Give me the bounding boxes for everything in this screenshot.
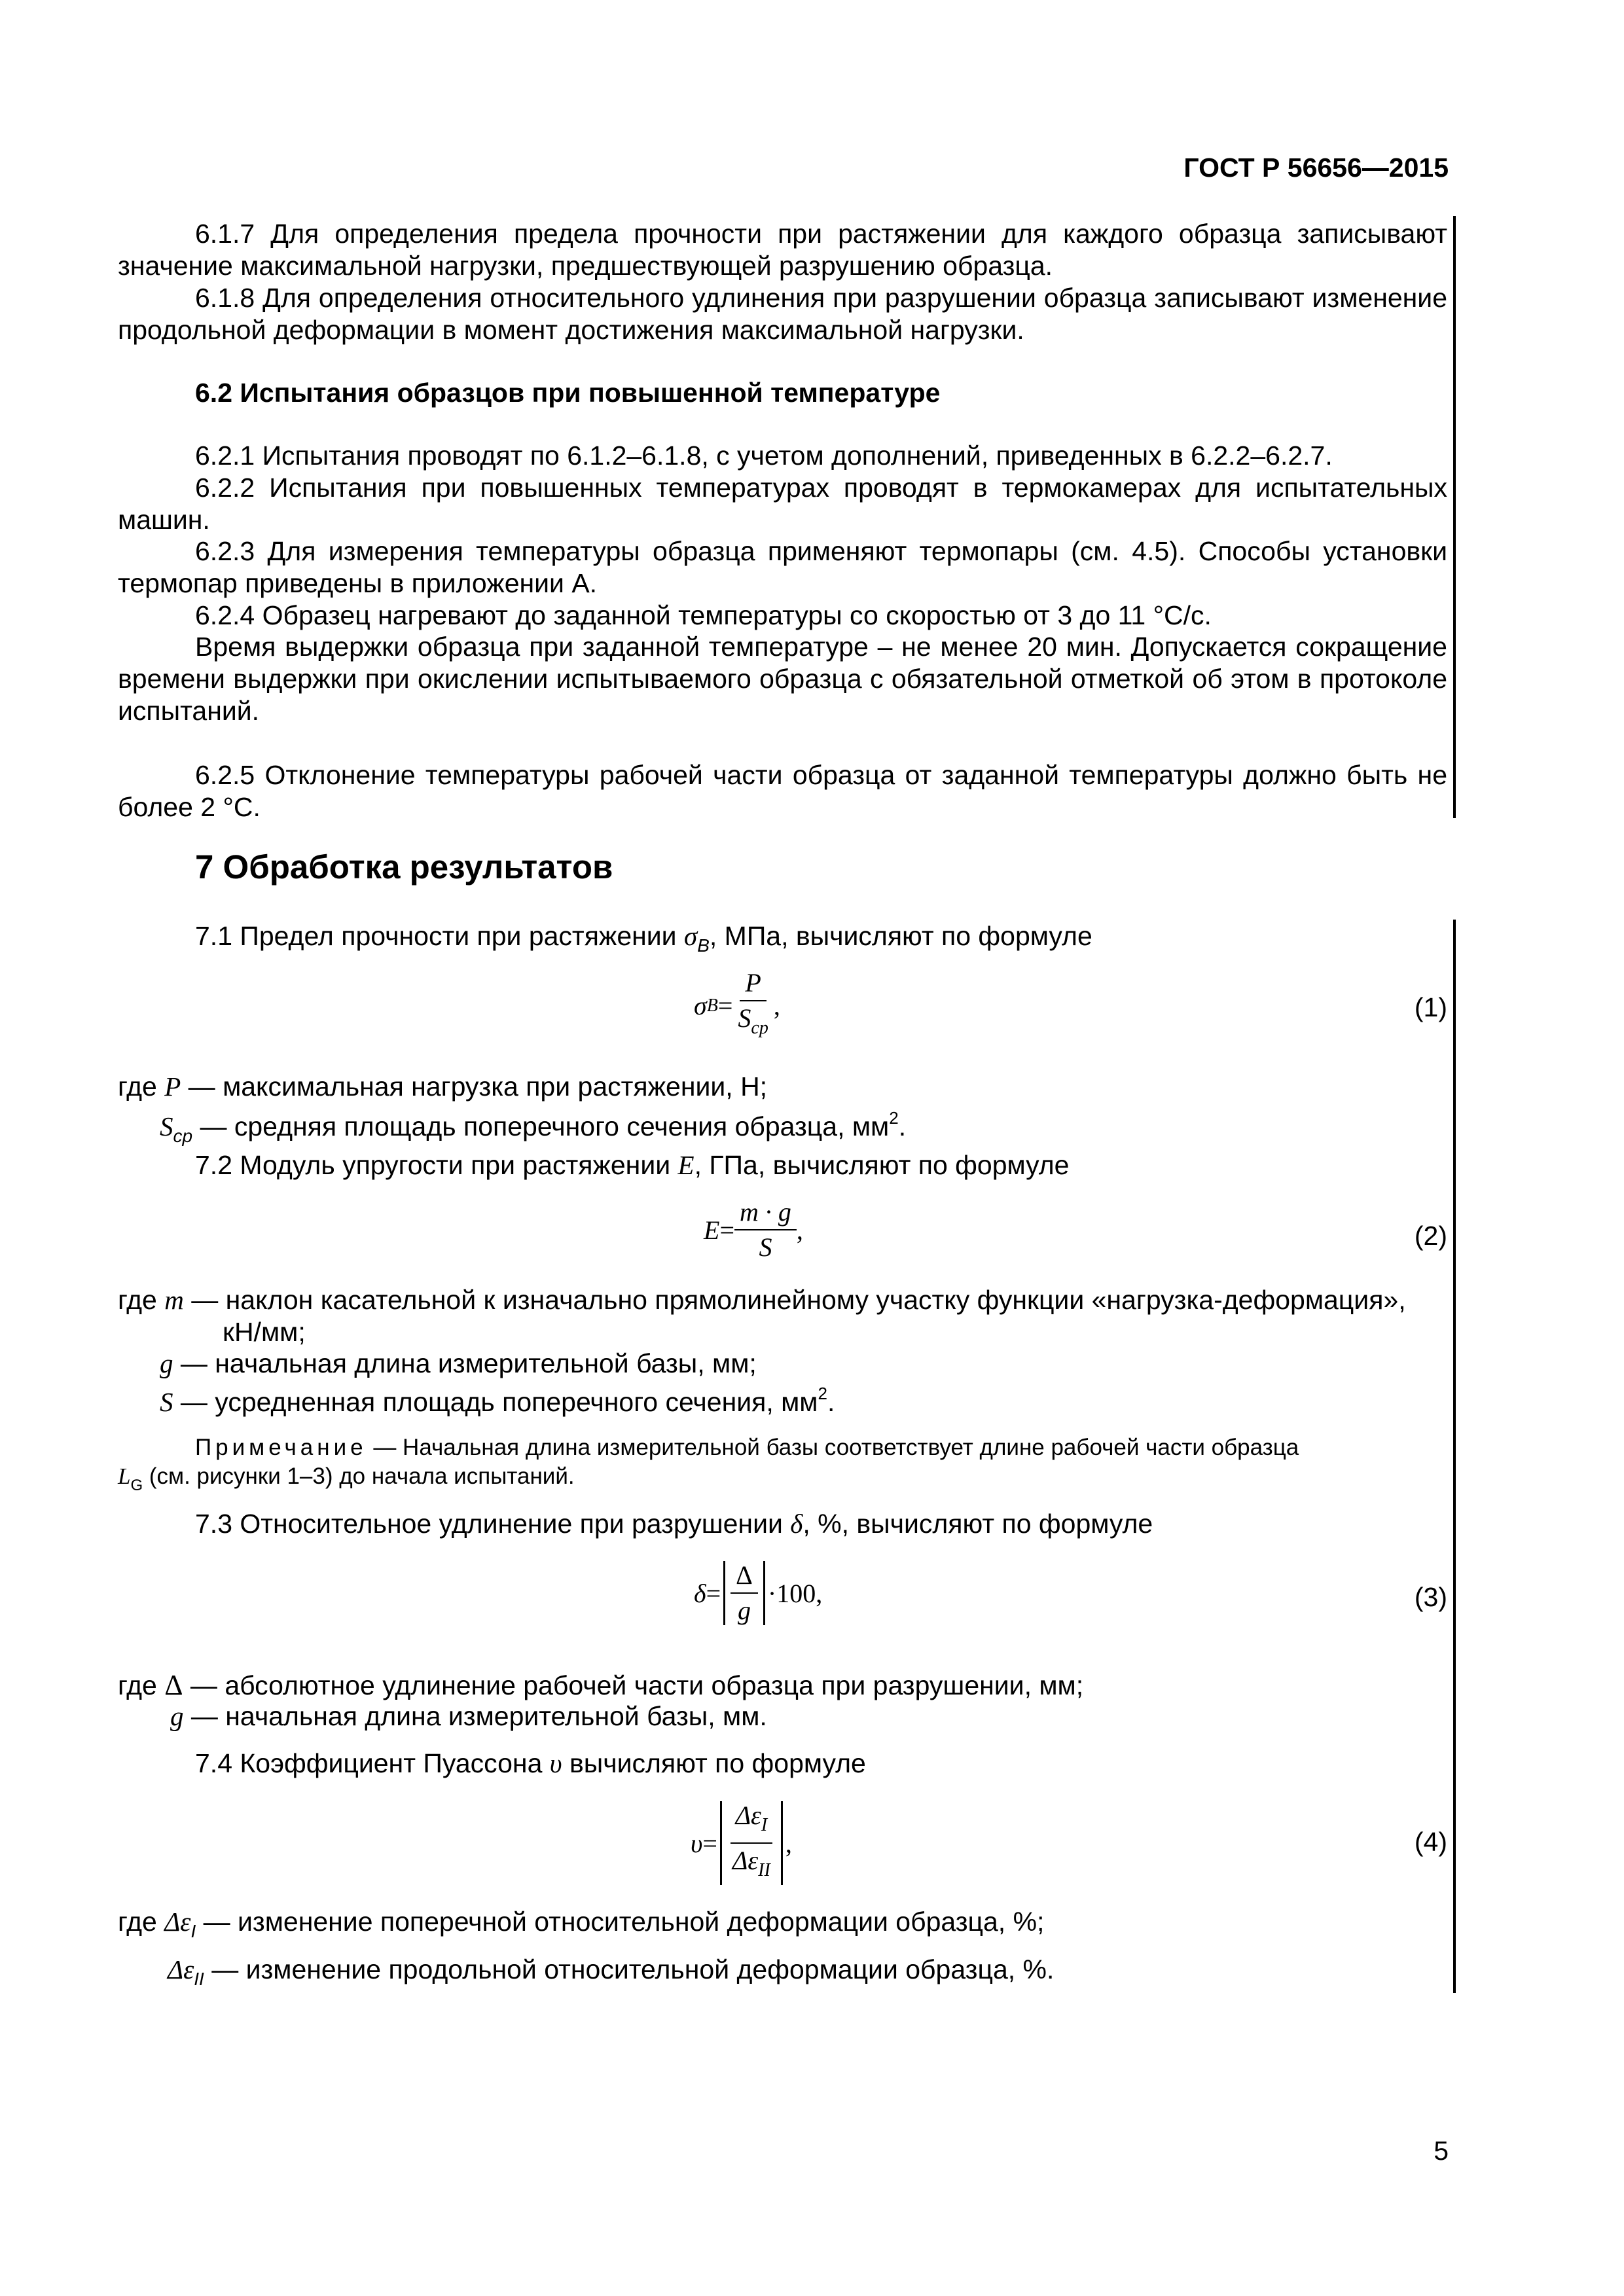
- change-bar-lower: [1453, 920, 1456, 1993]
- where-2-a: где m — наклон касательной к изначально прямолинейному участку функции «нагрузка-деформация»,: [118, 1285, 1406, 1315]
- paragraph-6-2-5: 6.2.5 Отклонение температуры рабочей части образца от заданной температуры должно быть не более 2 °С.: [118, 760, 1447, 822]
- formula-2: E = $\frac{m \cdot g}{S}$ ,: [704, 1197, 803, 1262]
- where-3-a: где Δ — абсолютное удлинение рабочей части образца при разрушении, мм;: [118, 1669, 1084, 1701]
- paragraph-6-2-4: 6.2.4 Образец нагревают до заданной температуры со скоростью от 3 до 11 °С/с.: [195, 600, 1212, 630]
- paragraph-6-1-7: 6.1.7 Для определения предела прочности при растяжении для каждого образца записывают значение максимальной нагрузки, предшествующей разрушению образца.: [118, 219, 1447, 281]
- where-1-a: где P — максимальная нагрузка при растяжении, Н;: [118, 1071, 768, 1102]
- paragraph-7-3: 7.3 Относительное удлинение при разрушении δ, %, вычисляют по формуле: [195, 1509, 1153, 1539]
- formula-2-number: (2): [1414, 1221, 1447, 1251]
- paragraph-6-1-8: 6.1.8 Для определения относительного удлинения при разрушении образца записывают изменение продольной деформации в момент достижения максимальной нагрузки.: [118, 283, 1447, 345]
- absolute-value-bars: $\frac{\Delta\varepsilon_I}{\Delta\varepsilon_{II}}$: [720, 1801, 783, 1885]
- formula-3: δ = $\frac{\Delta}{g}$ ·100 ,: [694, 1560, 823, 1625]
- where-3-b: g — начальная длина измерительной базы, мм.: [170, 1701, 767, 1731]
- document-code: ГОСТ Р 56656—2015: [1183, 152, 1449, 183]
- heading-6-2: 6.2 Испытания образцов при повышенной температуре: [195, 378, 941, 408]
- where-4-b: $\Delta\varepsilon_{II}$ — изменение продольной относительной деформации образца, %.: [168, 1954, 1055, 1989]
- paragraph-7-2: 7.2 Модуль упругости при растяжении E, ГПа, вычисляют по формуле: [195, 1150, 1070, 1180]
- formula-3-number: (3): [1414, 1582, 1447, 1612]
- formula-4: υ = $\frac{\Delta\varepsilon_I}{\Delta\varepsilon_{II}}$ ,: [691, 1801, 792, 1885]
- formula-1: σ B = $\frac{P}{S_{cp}}$ ,: [694, 968, 780, 1038]
- square-bracket: $\frac{\Delta}{g}$: [723, 1561, 765, 1625]
- paragraph-6-2-3: 6.2.3 Для измерения температуры образца применяют термопары (см. 4.5). Способы установки термопар приведены в приложении А.: [118, 536, 1447, 598]
- paragraph-6-2-4-hold: Время выдержки образца при заданной температуре – не менее 20 мин. Допускается сокращение времени выдержки при окислении испытываемого образца с обязательной отметкой об этом в протоколе испытаний.: [118, 632, 1447, 726]
- note-cont: $L_G$ (см. рисунки 1–3) до начала испытаний.: [118, 1463, 575, 1494]
- page-number: 5: [1434, 2136, 1449, 2166]
- paragraph-6-2-2: 6.2.2 Испытания при повышенных температурах проводят в термокамерах для испытательных машин.: [118, 473, 1447, 535]
- formula-4-number: (4): [1414, 1827, 1447, 1857]
- section-7-title: 7 Обработка результатов: [195, 848, 613, 886]
- note: Примечание — Начальная длина измерительной базы соответствует длине рабочей части образца: [195, 1435, 1299, 1460]
- paragraph-7-4: 7.4 Коэффициент Пуассона υ вычисляют по формуле: [195, 1748, 866, 1778]
- where-1-b: $S_{cp}$ — средняя площадь поперечного сечения образца, $мм^2$.: [160, 1108, 907, 1146]
- change-bar-upper: [1453, 216, 1456, 818]
- paragraph-7-1: 7.1 Предел прочности при растяжении $\sigma_B$, МПа, вычисляют по формуле: [195, 921, 1092, 956]
- paragraph-6-2-1: 6.2.1 Испытания проводят по 6.1.2–6.1.8, с учетом дополнений, приведенных в 6.2.2–6.2.7.: [195, 440, 1333, 471]
- formula-1-number: (1): [1414, 992, 1447, 1022]
- where-2-b: g — начальная длина измерительной базы, мм;: [160, 1348, 757, 1378]
- where-2-a-cont: кН/мм;: [223, 1317, 306, 1347]
- where-4-a: где $\Delta\varepsilon_I$ — изменение поперечной относительной деформации образца, %;: [118, 1907, 1045, 1941]
- where-2-c: S — усредненная площадь поперечного сечения, $мм^2$.: [160, 1384, 835, 1417]
